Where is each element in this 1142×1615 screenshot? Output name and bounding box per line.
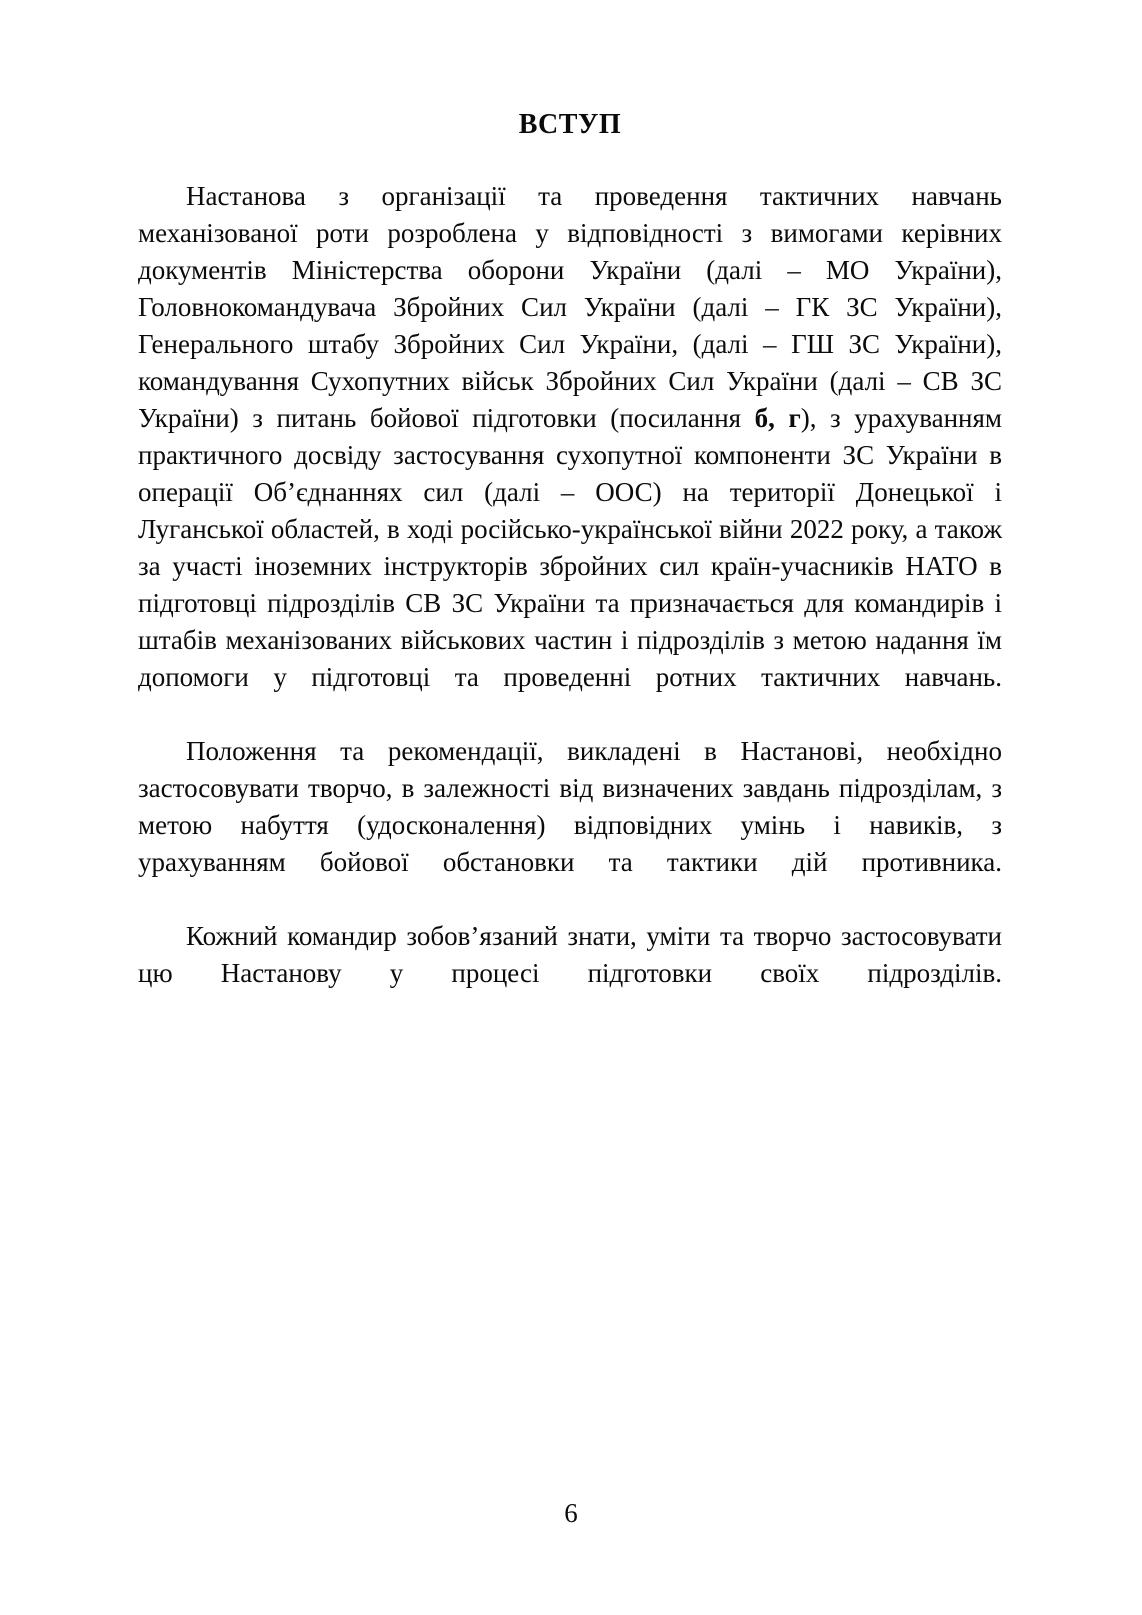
page-title: ВСТУП — [518, 109, 622, 140]
intro-paragraph-2 — [138, 733, 1002, 918]
intro-paragraph-3 — [138, 918, 1002, 1029]
reference-emphasis: б, г — [754, 402, 801, 433]
text-run: Настанова з організації та проведення тактичних навчань механізованої роти розроблена у відповідності з вимогами керівних документів Міністерства оборони України (далі – МО України), Головнокомандувача Збройних Сил України (далі – ГК ЗС України), Генерального штабу Збройних Сил України, (далі – ГШ ЗС України), командування Сухопутних військ Збройних Сил України (далі – СВ ЗС України) з питань бойової підготовки (посилання — [138, 180, 1002, 433]
text-run: Положення та рекомендації, викладені в Настанові, необхідно застосовувати творчо, в залежності від визначених завдань підрозділам, з метою набуття (удосконалення) відповідних умінь і навиків, з урахуванням бойової обстановки та тактики дій противника. — [138, 735, 1002, 877]
intro-paragraph-1 — [138, 178, 1002, 733]
text-run: ), з урахуванням практичного досвіду застосування сухопутної компоненти ЗС України в операції Об’єднаннях сил (далі – ООС) на території Донецької і Луганської областей, в ході російсько-української війни 2022 року, а також за участі іноземних інструкторів збройних сил країн-учасників НАТО в підготовці підрозділів СВ ЗС України та призначається для командирів і штабів механізованих військових частин і підрозділів з метою надання їм допомоги у підготовці та проведенні ротних тактичних навчань. — [138, 402, 1002, 692]
page-number: 6 — [564, 1498, 578, 1528]
body-text — [138, 178, 1002, 1029]
text-run: Кожний командир зобов’язаний знати, уміти та творчо застосовувати цю Настанову у процесі підготовки своїх підрозділів. — [138, 920, 1002, 988]
page-content — [138, 108, 1002, 1029]
